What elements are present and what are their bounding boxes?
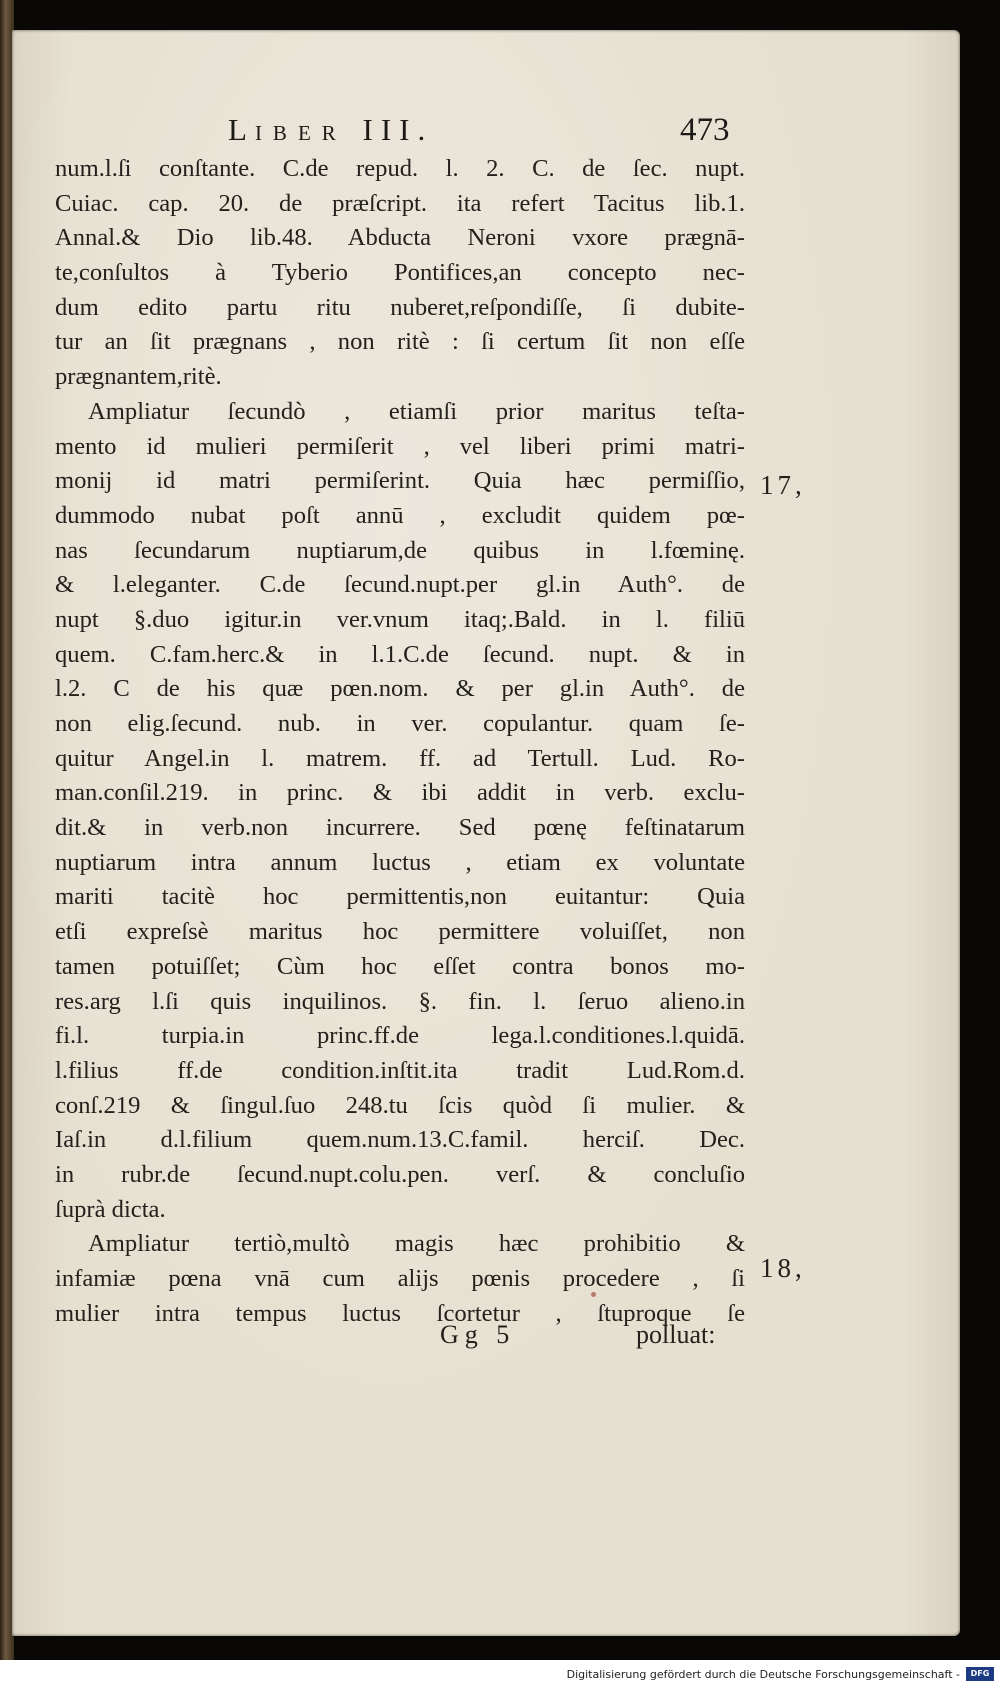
text-line: nas ſecundarum nuptiarum,de quibus in l.fœminę. [55,536,745,564]
text-line: mulier intra tempus luctus ſcortetur , ſtuproque ſe [55,1299,745,1327]
page-number: 473 [680,112,730,148]
text-line: quitur Angel.in l. matrem. ff. ad Tertull. Lud. Ro- [55,744,745,772]
text-line: conſ.219 & ſingul.ſuo 248.tu ſcis quòd ſi mulier. & [55,1091,745,1119]
text-line: dit.& in verb.non incurrere. Sed pœnę feſtinatarum [55,814,745,842]
text-line: Annal.& Dio lib.48. Abducta Neroni vxore prægnā- [55,224,745,252]
text-line: quem. C.fam.herc.& in l.1.C.de ſecund. nupt. & in [55,640,745,668]
text-line: infamiæ pœna vnā cum alijs pœnis procedere , ſi [55,1265,745,1292]
text-line: tur an ſit prægnans , non ritè : ſi certum ſit non eſſe [55,328,745,356]
footer-credit: Digitalisierung gefördert durch die Deutsche Forschungsgemeinschaft - [566,1668,960,1681]
text-line: res.arg l.ſi quis inquilinos. §. fin. l. ſeruo alieno.in [55,987,745,1015]
text-line: Ampliatur ſecundò , etiamſi prior maritus teſta- [88,397,745,425]
text-line: l.2. C de his quæ pœn.nom. & per gl.in Auth°. de [55,675,745,703]
text-line: num.l.ſi conſtante. C.de repud. l. 2. C. de ſec. nupt. [55,155,745,182]
text-line: Iaſ.in d.l.filium quem.num.13.C.famil. herciſ. Dec. [55,1126,745,1154]
text-line: man.conſil.219. in princ. & ibi addit in verb. exclu- [55,779,745,807]
text-line: nupt §.duo igitur.in ver.vnum itaq;.Bald. in l. filiū [55,605,745,633]
text-line: etſi expreſsè maritus hoc permittere voluiſſet, non [55,918,745,946]
text-line: Ampliatur tertiò,multò magis hæc prohibitio & [88,1230,745,1258]
text-line: & l.eleganter. C.de ſecund.nupt.per gl.in Auth°. de [55,571,745,599]
dfg-logo: DFG [966,1667,994,1681]
running-head-small-caps: IBER [254,121,347,145]
text-line: nuptiarum intra annum luctus , etiam ex voluntate [55,848,745,876]
running-head-book-number: III. [346,112,434,147]
running-head-initial: L [228,112,255,147]
digitization-footer [0,1660,1000,1695]
text-line: mariti tacitè hoc permittentis,non euitantur: Quia [55,883,745,911]
margin-number: 18, [760,1253,806,1283]
text-line: tamen potuiſſet; Cùm hoc eſſet contra bonos mo- [55,952,745,980]
text-line: in rubr.de ſecund.nupt.colu.pen. verſ. & concluſio [55,1160,745,1188]
text-line: l.filius ff.de condition.inſtit.ita tradit Lud.Rom.d. [55,1056,745,1084]
text-line: monij id matri permiſerint. Quia hæc permiſſio, [55,467,745,495]
running-head [228,112,433,148]
body-text [55,152,745,1331]
signature-mark: Gg 5 [440,1320,516,1349]
text-line: dummodo nubat poſt annū , excludit quidem pœ- [55,501,745,529]
text-line: fi.l. turpia.in princ.ff.de lega.l.conditiones.l.quidā. [55,1022,745,1050]
catchword: polluat: [636,1320,716,1349]
text-line: dum edito partu ritu nuberet,reſpondiſſe, ſi dubite- [55,293,745,321]
text-line: Cuiac. cap. 20. de præſcript. ita refert Tacitus lib.1. [55,189,745,217]
text-line: te,conſultos à Tyberio Pontifices,an concepto nec- [55,259,745,287]
text-line: non elig.ſecund. nub. in ver. copulantur. quam ſe- [55,710,745,737]
text-line: prægnantem,ritè. [55,363,222,391]
text-line: ſuprà dicta. [55,1195,166,1223]
text-line: mento id mulieri permiſerit , vel liberi primi matri- [55,432,745,460]
margin-number: 17, [760,470,806,500]
